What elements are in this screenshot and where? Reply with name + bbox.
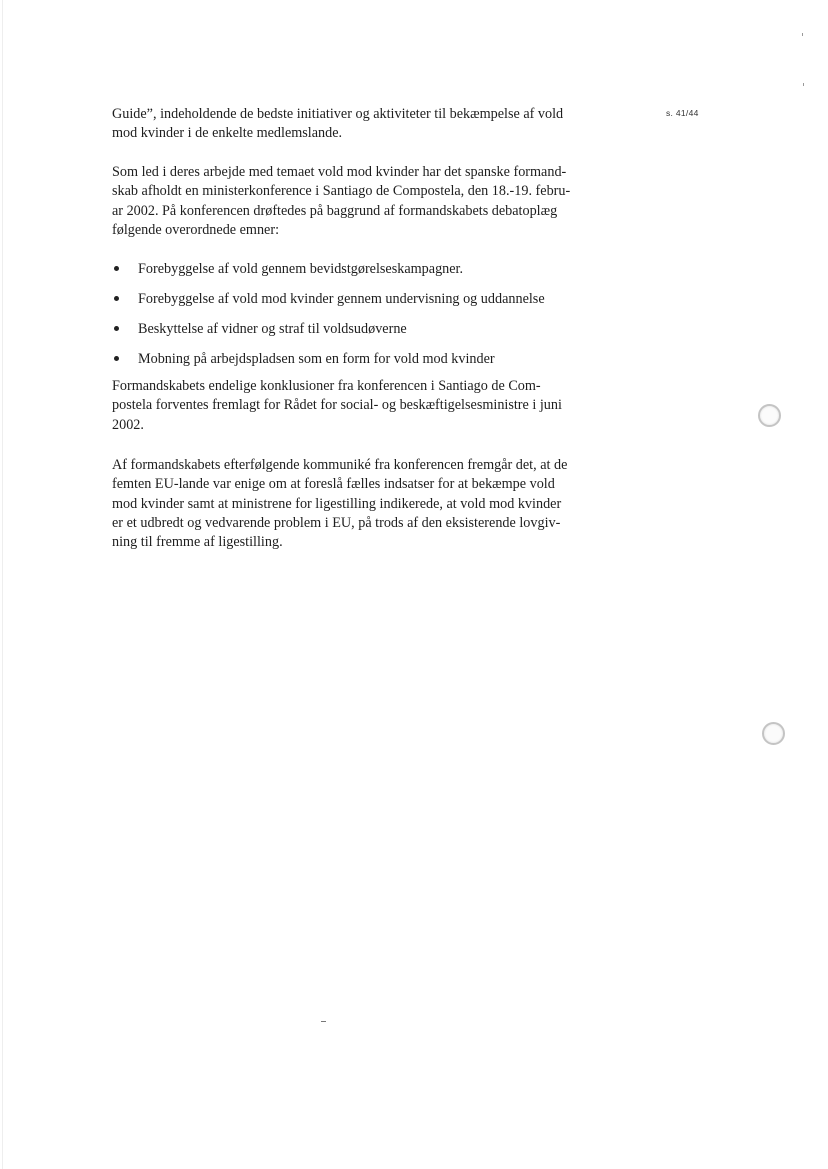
scan-speck (802, 33, 803, 36)
page-edge (2, 0, 3, 1169)
text-line: femten EU-lande var enige om at foreslå fælles indsatser for at bekæmpe vold (112, 476, 555, 493)
text-line: Formandskabets endelige konklusioner fra konferencen i Santiago de Com- (112, 378, 541, 394)
paragraph-guide (112, 105, 642, 144)
text-line: Guide”, indeholdende de bedste initiativer og aktiviteter til bekæmpelse af vold (112, 106, 564, 122)
text-line: følgende overordnede emner: (112, 221, 280, 238)
page-number: s. 41/44 (666, 108, 699, 118)
bullet-dot-icon (114, 356, 119, 361)
bullet-dot-icon (114, 266, 119, 271)
bullet-text: Forebyggelse af vold mod kvinder gennem undervisning og uddannelse (138, 291, 545, 307)
bullet-item (112, 290, 652, 320)
bullet-item (112, 260, 652, 290)
bullet-item (112, 320, 652, 350)
text-line: mod kvinder i de enkelte medlemslande. (112, 125, 343, 142)
text-line: er et udbredt og vedvarende problem i EU, på trods af den eksisterende lovgiv- (112, 514, 561, 531)
text-line: Som led i deres arbejde med temaet vold mod kvinder har det spanske formand- (112, 164, 567, 180)
text-line: ning til fremme af ligestilling. (112, 534, 283, 551)
bullet-text: Beskyttelse af vidner og straf til voldsudøverne (138, 321, 407, 337)
paragraph-conclusions (112, 377, 642, 435)
paragraph-communique (112, 456, 642, 552)
bullet-text: Forebyggelse af vold gennem bevidstgørelseskampagner. (138, 261, 464, 277)
text-line: Af formandskabets efterfølgende kommuniké fra konferencen fremgår det, at de (112, 457, 568, 473)
paragraph-conference-intro (112, 163, 642, 240)
punch-hole-icon (758, 404, 781, 427)
text-line: mod kvinder samt at ministrene for ligestilling indikerede, at vold mod kvinder (112, 495, 562, 512)
bullet-item (112, 350, 652, 380)
topic-bullet-list (112, 260, 652, 380)
scan-speck (321, 1021, 326, 1022)
bullet-text: Mobning på arbejdspladsen som en form for vold mod kvinder (138, 351, 495, 367)
text-line: 2002. (112, 416, 144, 433)
text-line: ar 2002. På konferencen drøftedes på baggrund af formandskabets debatoplæg (112, 202, 558, 219)
text-line: skab afholdt en ministerkonference i Santiago de Compostela, den 18.-19. febru- (112, 183, 571, 200)
scan-speck (803, 83, 804, 86)
text-line: postela forventes fremlagt for Rådet for social- og beskæftigelsesministre i juni (112, 397, 562, 414)
punch-hole-icon (762, 722, 785, 745)
bullet-dot-icon (114, 326, 119, 331)
bullet-dot-icon (114, 296, 119, 301)
